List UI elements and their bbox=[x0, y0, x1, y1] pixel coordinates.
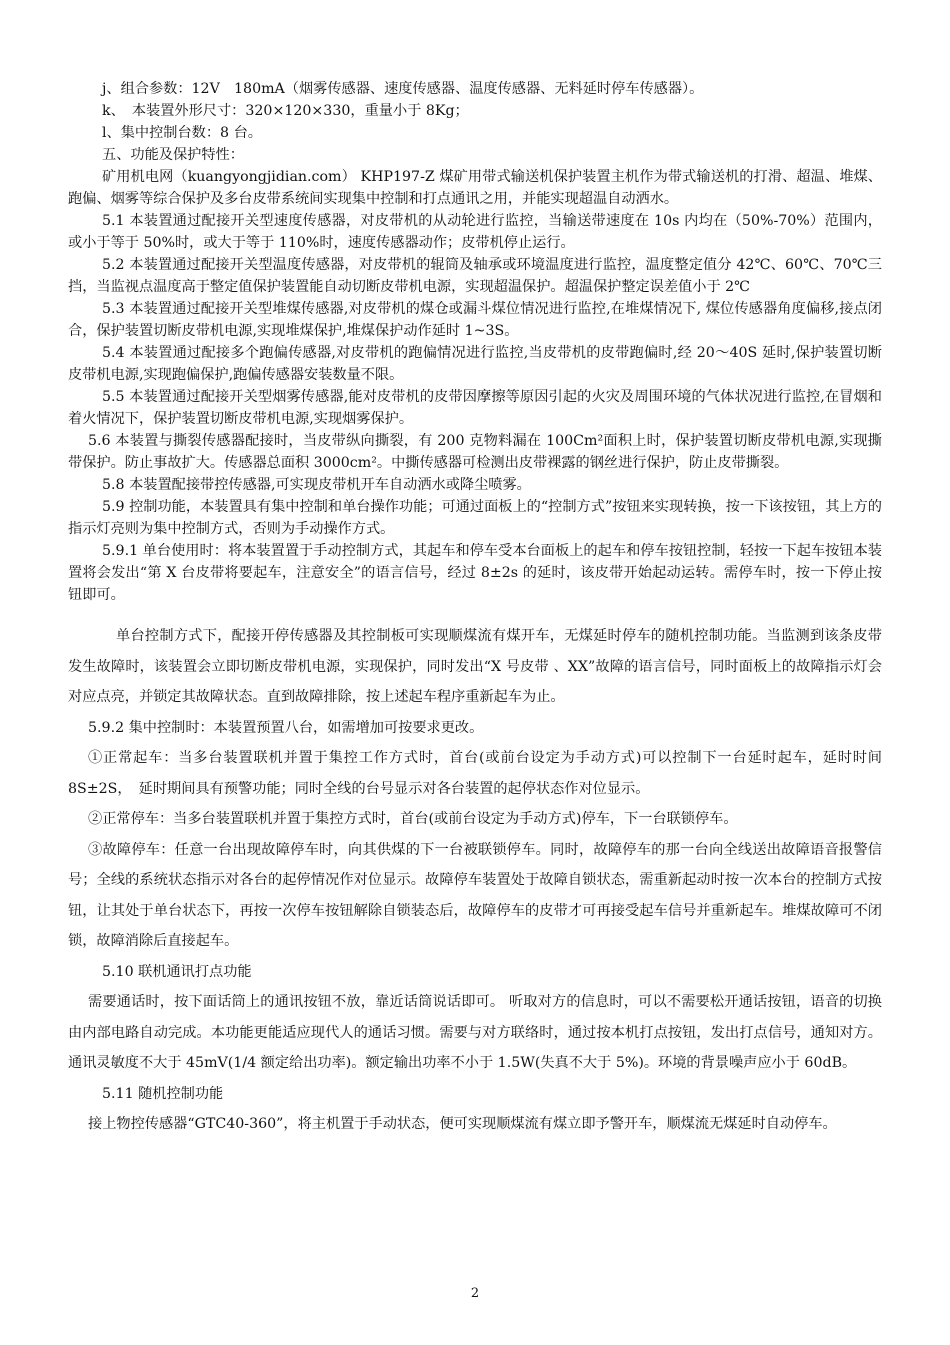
single-control-paragraph: 单台控制方式下，配接开停传感器及其控制板可实现顺煤流有煤开车，无煤延时停车的随机控制功能。当监测到该条皮带发生故障时，该装置会立即切断皮带机电源，实现保护，同时发出“X 号皮带 、XX”故障的语言信号，同时面板上的故障指示灯会对应点亮，并锁定其故障状态。直到故障排除，按上述起车程序重新起车为止。 bbox=[68, 628, 882, 705]
normal-start-paragraph: ①正常起车：当多台装置联机并置于集控工作方式时，首台(或前台设定为手动方式)可以控制下一台延时起车，延时时间 8S±2S， 延时期间具有预警功能；同时全线的台号显示对各台装置的起停状态作对位显示。 bbox=[68, 750, 882, 797]
body-lower bbox=[0, 621, 950, 1140]
item-5-4: 5.4 本装置通过配接多个跑偏传感器,对皮带机的跑偏情况进行监控,当皮带机的皮带跑偏时,经 20～40S 延时,保护装置切断皮带机电源,实现跑偏保护,跑偏传感器安装数量不限。 bbox=[68, 345, 882, 383]
item-5-9-2: 5.9.2 集中控制时：本装置预置八台，如需增加可按要求更改。 bbox=[88, 719, 484, 736]
communication-paragraph: 需要通话时，按下面话筒上的通讯按钮不放，靠近话筒说话即可。 听取对方的信息时，可以不需要松开通话按钮，语音的切换由内部电路自动完成。本功能更能适应现代人的通话习惯。需要与对方联络时，通过按本机打点按钮，发出打点信号，通知对方。通讯灵敏度不大于 45mV(1/4 额定给出功率)。额定输出功率不小于 1.5W(失真不大于 5%)。环境的背景噪声应小于 60dB。 bbox=[68, 994, 882, 1071]
fault-stop-paragraph: ③故障停车：任意一台出现故障停车时，向其供煤的下一台被联锁停车。同时，故障停车的那一台向全线送出故障语音报警信号；全线的系统状态指示对各台的起停情况作对位显示。故障停车装置处于故障自锁状态，需重新起动时按一次本台的控制方式按钮，让其处于单台状态下，再按一次停车按钮解除自锁装态后，故障停车的皮带才可再接受起车信号并重新起车。堆煤故障可不闭锁，故障消除后直接起车。 bbox=[68, 841, 882, 949]
item-5-5: 5.5 本装置通过配接开关型烟雾传感器,能对皮带机的皮带因摩擦等原因引起的火灾及周围环境的气体状况进行监控,在冒烟和着火情况下，保护装置切断皮带机电源,实现烟雾保护。 bbox=[68, 389, 882, 427]
param-j: j、组合参数：12V 180mA（烟雾传感器、速度传感器、温度传感器、无料延时停车传感器）。 bbox=[102, 81, 704, 97]
param-l: l、集中控制台数：8 台。 bbox=[102, 125, 262, 141]
normal-stop-paragraph: ②正常停车：当多台装置联机并置于集控方式时，首台(或前台设定为手动方式)停车，下一台联锁停车。 bbox=[88, 811, 738, 827]
item-5-9-1: 5.9.1 单台使用时：将本装置置于手动控制方式，其起车和停车受本台面板上的起车和停车按钮控制，轻按一下起车按钮本装置将会发出“第 X 台皮带将要起车，注意安全”的语言信号，经过 8±2s 的延时，该皮带开始起动运转。需停车时，按一下停止按钮即可。 bbox=[68, 543, 882, 603]
body-upper bbox=[0, 78, 950, 606]
item-5-6: 5.6 本装置与撕裂传感器配接时，当皮带纵向撕裂，有 200 克物料漏在 100Cm²面积上时，保护装置切断皮带机电源,实现撕带保护。防止事故扩大。传感器总面积 3000cm²。中撕传感器可检测出皮带裸露的钢丝进行保护，防止皮带撕裂。 bbox=[68, 433, 882, 471]
random-control-paragraph: 接上物控传感器“GTC40-360”，将主机置于手动状态，便可实现顺煤流有煤立即予警开车，顺煤流无煤延时自动停车。 bbox=[88, 1116, 837, 1132]
param-k: k、 本装置外形尺寸：320×120×330，重量小于 8Kg； bbox=[102, 103, 469, 119]
item-5-8: 5.8 本装置配接带控传感器,可实现皮带机开车自动洒水或降尘喷雾。 bbox=[102, 477, 531, 493]
item-5-10-heading: 5.10 联机通讯打点功能 bbox=[102, 963, 252, 980]
section-heading-5: 五、功能及保护特性： bbox=[102, 147, 244, 163]
item-5-2: 5.2 本装置通过配接开关型温度传感器，对皮带机的辊筒及轴承或环境温度进行监控，温度整定值分 42℃、60℃、70℃三挡，当监视点温度高于整定值保护装置能自动切断皮带机电源，实现超温保护。超温保护整定误差值小于 2℃ bbox=[68, 257, 882, 295]
item-5-1: 5.1 本装置通过配接开关型速度传感器，对皮带机的从动轮进行监控，当输送带速度在 10s 内均在（50%-70%）范围内，或小于等于 50%时，或大于等于 110%时，速度传感器动作；皮带机停止运行。 bbox=[68, 213, 882, 251]
item-5-9: 5.9 控制功能，本装置具有集中控制和单台操作功能；可通过面板上的“控制方式”按钮来实现转换，按一下该按钮，其上方的指示灯亮则为集中控制方式，否则为手动操作方式。 bbox=[68, 499, 882, 537]
intro-paragraph: 矿用机电网（kuangyongjidian.com） KHP197-Z 煤矿用带式输送机保护装置主机作为带式输送机的打滑、超温、堆煤、跑偏、烟雾等综合保护及多台皮带系统间实现集中控制和打点通讯之用，并能实现超温自动洒水。 bbox=[68, 169, 882, 207]
item-5-11-heading: 5.11 随机控制功能 bbox=[102, 1085, 224, 1102]
item-5-3: 5.3 本装置通过配接开关型堆煤传感器,对皮带机的煤仓或漏斗煤位情况进行监控,在堆煤情况下, 煤位传感器角度偏移,接点闭合，保护装置切断皮带机电源,实现堆煤保护,堆煤保护动作延时 1~3S。 bbox=[68, 301, 882, 339]
page-number: 2 bbox=[470, 1286, 480, 1301]
